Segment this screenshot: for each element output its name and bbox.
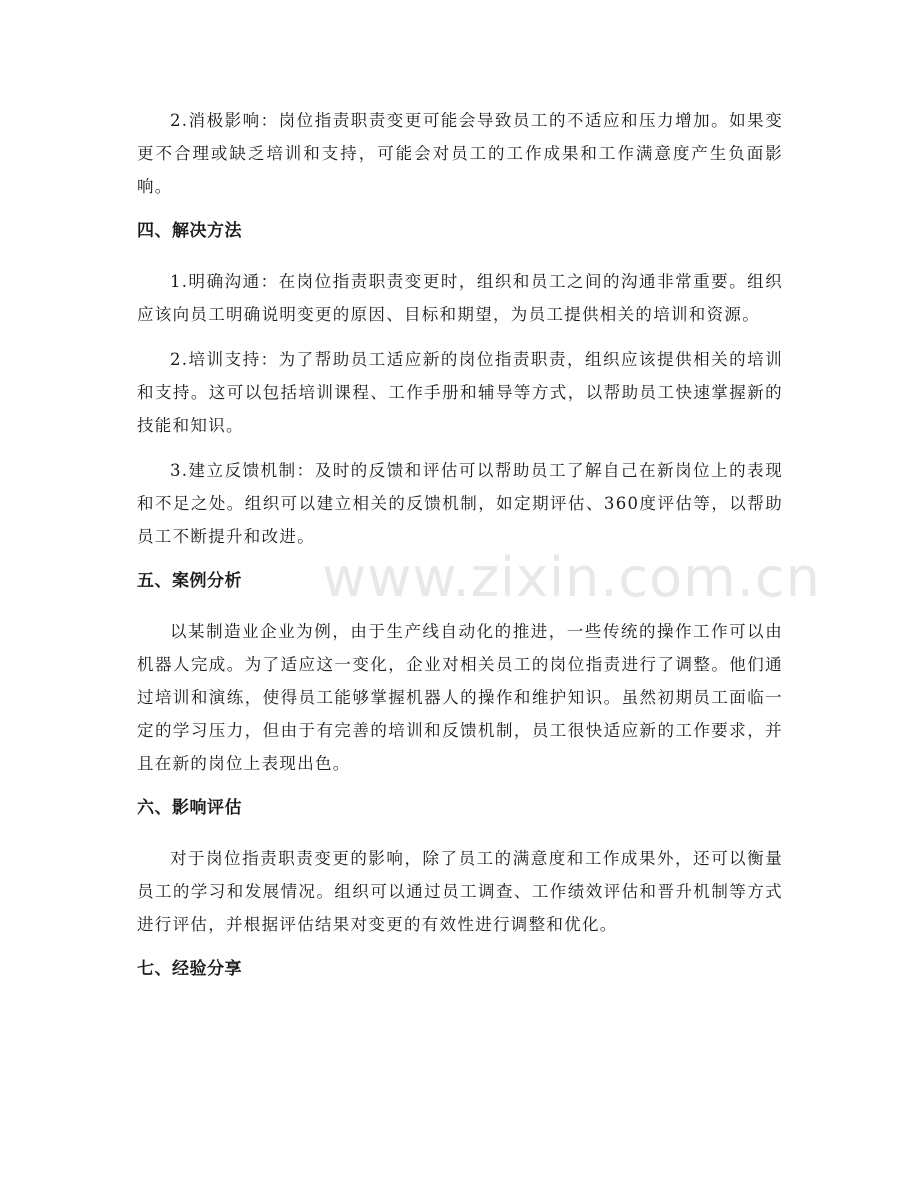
document-body bbox=[137, 104, 783, 986]
paragraph-impact-assessment: 对于岗位指责职责变更的影响，除了员工的满意度和工作成果外，还可以衡量员工的学习和发展情况。组织可以通过员工调查、工作绩效评估和晋升机制等方式进行评估，并根据评估结果对变更的有效性进行调整和优化。 bbox=[137, 849, 783, 934]
paragraph-case-study: 以某制造业企业为例，由于生产线自动化的推进，一些传统的操作工作可以由机器人完成。为了适应这一变化，企业对相关员工的岗位指责进行了调整。他们通过培训和演练，使得员工能够掌握机器人的操作和维护知识。虽然初期员工面临一定的学习压力，但由于有完善的培训和反馈机制，员工很快适应新的工作要求，并且在新的岗位上表现出色。 bbox=[137, 622, 783, 773]
section-heading-solutions: 四、解决方法 bbox=[137, 221, 242, 241]
paragraph-negative-impact: 2.消极影响：岗位指责职责变更可能会导致员工的不适应和压力增加。如果变更不合理或缺乏培训和支持，可能会对员工的工作成果和工作满意度产生负面影响。 bbox=[137, 111, 783, 196]
section-heading-experience-sharing: 七、经验分享 bbox=[137, 959, 242, 979]
paragraph-training-support: 2.培训支持：为了帮助员工适应新的岗位指责职责，组织应该提供相关的培训和支持。这可以包括培训课程、工作手册和辅导等方式，以帮助员工快速掌握新的技能和知识。 bbox=[137, 350, 783, 435]
paragraph-clear-communication: 1.明确沟通：在岗位指责职责变更时，组织和员工之间的沟通非常重要。组织应该向员工明确说明变更的原因、目标和期望，为员工提供相关的培训和资源。 bbox=[137, 272, 783, 324]
section-heading-case-study: 五、案例分析 bbox=[137, 571, 242, 591]
watermark: www.zixin.com.cn bbox=[322, 546, 821, 609]
paragraph-feedback-mechanism: 3.建立反馈机制：及时的反馈和评估可以帮助员工了解自己在新岗位上的表现和不足之处。组织可以建立相关的反馈机制，如定期评估、360度评估等，以帮助员工不断提升和改进。 bbox=[137, 461, 783, 546]
section-heading-impact-assessment: 六、影响评估 bbox=[137, 798, 242, 818]
